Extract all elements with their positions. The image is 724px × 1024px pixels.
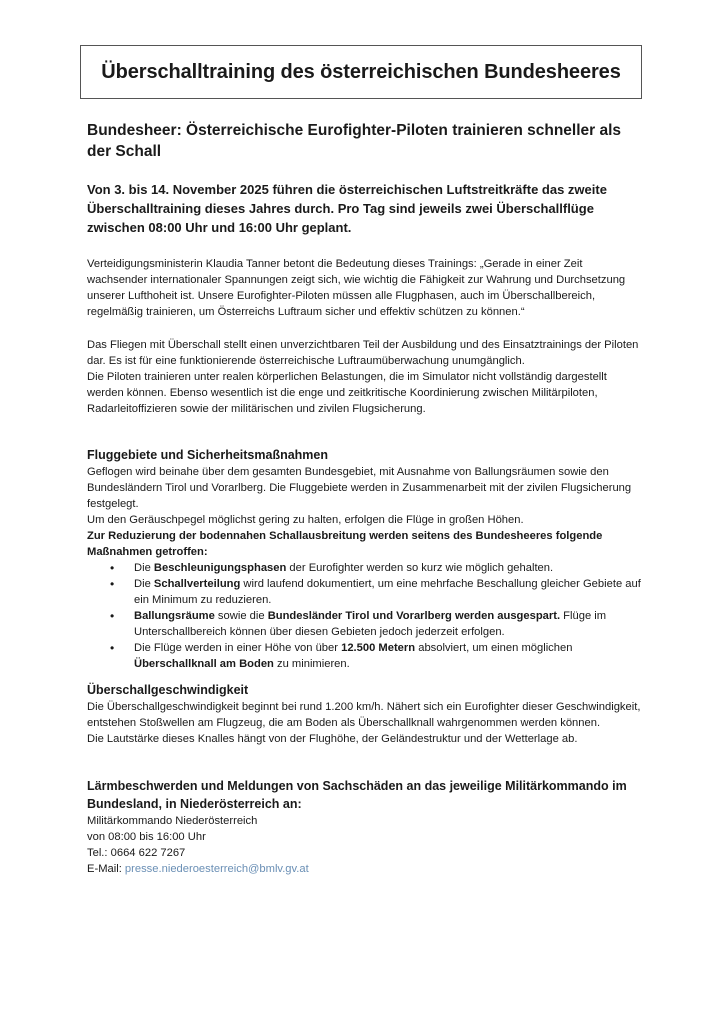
contact-phone: Tel.: 0664 622 7267 — [87, 847, 186, 859]
email-link[interactable]: presse.niederoesterreich@bmlv.gv.at — [124, 863, 309, 875]
article-body — [87, 120, 642, 877]
contact-heading: Lärmbeschwerden und Meldungen von Sachschäden an das jeweilige Militärkommando im Bundesland, in Niederösterreich an: — [87, 779, 627, 811]
areas-paragraph-1: Geflogen wird beinahe über dem gesamten Bundesgebiet, mit Ausnahme von Ballungsräumen sowie den Bundesländern Tirol und Vorarlberg. Die Fluggebiete werden in Zusammenarbeit mit der zivilen Flugsicherung festgelegt. — [87, 466, 632, 510]
title-box — [80, 45, 642, 99]
speed-paragraph-1: Die Überschallgeschwindigkeit beginnt bei rund 1.200 km/h. Nähert sich ein Eurofighter dieser Geschwindigkeit, entstehen Stoßwellen am Flugzeug, die am Boden als Überschallknall wahrgenommen werden können. — [87, 701, 641, 729]
list-item: • Die Flüge werden in einer Höhe von über 12.500 Metern absolviert, um einen möglichen Überschallknall am Boden zu minimieren. — [134, 640, 642, 672]
areas-paragraph-2: Um den Geräuschpegel möglichst gering zu halten, erfolgen die Flüge in großen Höhen. — [87, 514, 524, 526]
article-headline: Bundesheer: Österreichische Eurofighter-Piloten trainieren schneller als der Schall — [87, 122, 622, 160]
speed-heading: Überschallgeschwindigkeit — [87, 683, 249, 697]
email-label: E-Mail: — [87, 863, 125, 875]
training-paragraph-2: Die Piloten trainieren unter realen körperlichen Belastungen, die im Simulator nicht vollständig dargestellt werden können. Ebenso wesentlich ist die enge und zeitkritische Koordinierung zwischen Militärpiloten, Radarleitoffizieren sowie der militärischen und zivilen Flugsicherung. — [87, 371, 607, 415]
measures-intro: Zur Reduzierung der bodennahen Schallausbreitung werden seitens des Bundesheeres folgende Maßnahmen getroffen: — [87, 530, 603, 558]
contact-hours: von 08:00 bis 16:00 Uhr — [87, 831, 206, 843]
contact-name: Militärkommando Niederösterreich — [87, 815, 258, 827]
page-title: Überschalltraining des österreichischen Bundesheeres — [101, 60, 621, 83]
list-item: • Die Beschleunigungsphasen der Eurofighter werden so kurz wie möglich gehalten. — [134, 560, 642, 576]
lead-paragraph: Von 3. bis 14. November 2025 führen die österreichischen Luftstreitkräfte das zweite Überschalltraining dieses Jahres durch. Pro Tag sind jeweils zwei Überschallflüge zwischen 08:00 Uhr und 16:00 Uhr geplant. — [87, 182, 607, 235]
measures-list — [87, 560, 642, 672]
quote-paragraph: Verteidigungsministerin Klaudia Tanner betont die Bedeutung dieses Trainings: „Gerade in einer Zeit wachsender internationaler Spannungen zeigt sich, wie wichtig die Fähigkeit zur Wahrung und Durchsetzung unserer Lufthoheit ist. Unsere Eurofighter-Piloten müssen alle Flugphasen, auch im Überschallbereich, regelmäßig trainieren, um Österreichs Luftraum sicher und effektiv schützen zu können.“ — [87, 258, 626, 318]
list-item: • Die Schallverteilung wird laufend dokumentiert, um eine mehrfache Beschallung gleicher Gebiete auf ein Minimum zu reduzieren. — [134, 576, 642, 608]
contact-email-line — [87, 861, 642, 877]
training-paragraph-1: Das Fliegen mit Überschall stellt einen unverzichtbaren Teil der Ausbildung und des Einsatztrainings der Piloten dar. Es ist für eine funktionierende österreichische Luftraumüberwachung unumgänglich. — [87, 339, 639, 367]
areas-heading: Fluggebiete und Sicherheitsmaßnahmen — [87, 448, 329, 462]
list-item: • Ballungsräume sowie die Bundesländer Tirol und Vorarlberg werden ausgespart. Flüge im Unterschallbereich können über diesen Gebieten jedoch jederzeit erfolgen. — [134, 608, 642, 640]
speed-paragraph-2: Die Lautstärke dieses Knalles hängt von der Flughöhe, der Geländestruktur und der Wetterlage ab. — [87, 733, 578, 745]
